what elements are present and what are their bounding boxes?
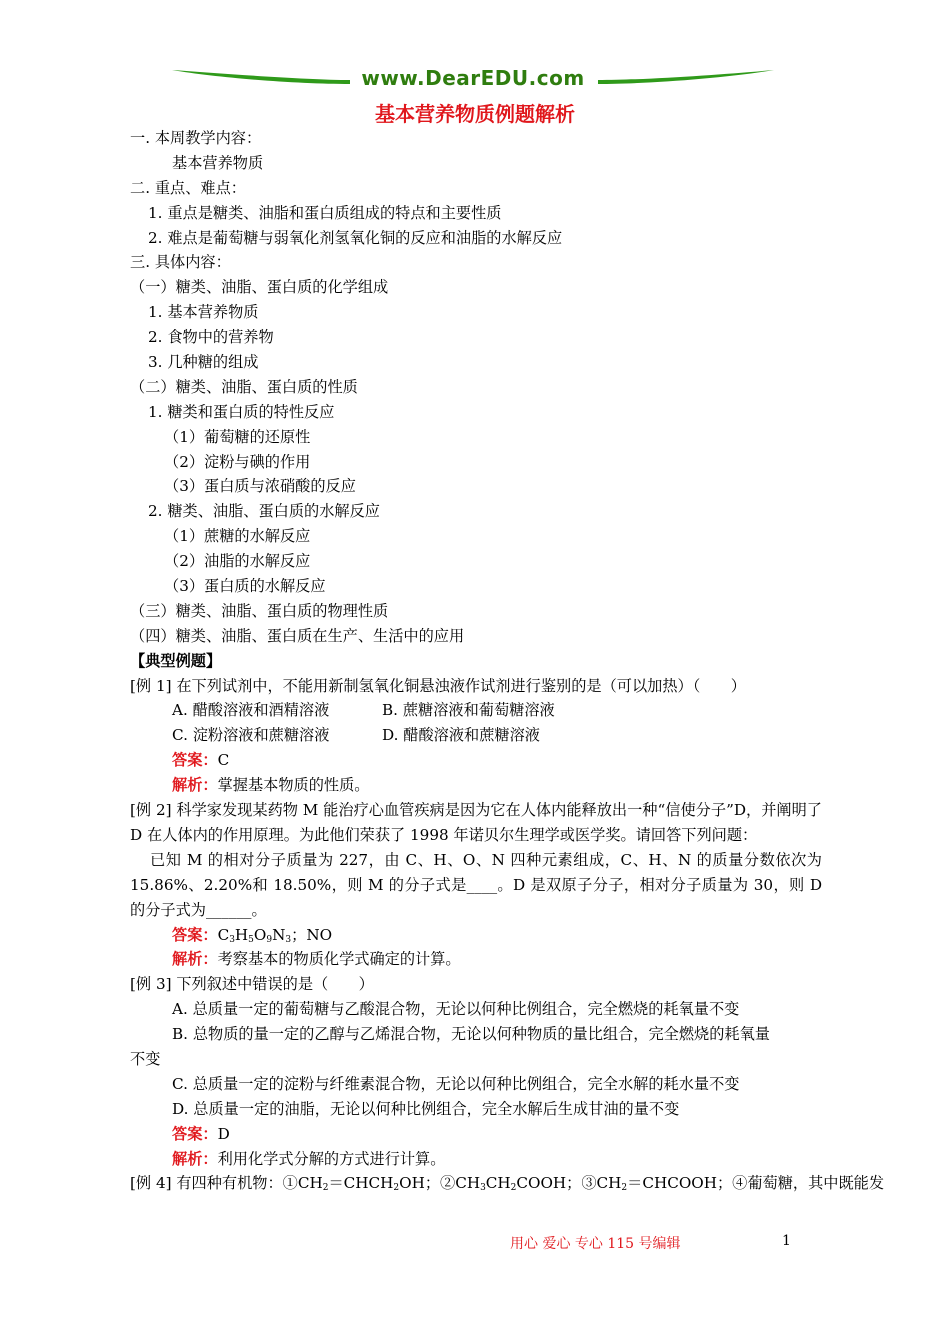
- example-1-options-row: [130, 723, 822, 748]
- subsection-heading: （二）糖类、油脂、蛋白质的性质: [130, 377, 358, 396]
- list-item: 2. 糖类、油脂、蛋白质的水解反应: [148, 502, 380, 521]
- option-d: D. 总质量一定的油脂，无论以何种比例组合，完全水解后生成甘油的量不变: [172, 1099, 680, 1118]
- list-subitem: （3）蛋白质的水解反应: [164, 577, 326, 596]
- option-b: B. 总物质的量一定的乙醇与乙烯混合物，无论以何种物质的量比组合，完全燃烧的耗氧量: [172, 1025, 770, 1044]
- list-subitem: （3）蛋白质与浓硝酸的反应: [164, 477, 356, 496]
- list-item: 2. 难点是葡萄糖与弱氧化剂氢氧化铜的反应和油脂的水解反应: [148, 228, 563, 247]
- option-d: D. 醋酸溶液和蔗糖溶液: [382, 726, 540, 745]
- example-4-question: [例 4] 有四种有机物：$①CH_2=CHCH_2OH$；$②CH_3CH_2COOH$；$③CH_2=CHCOOH$；④葡萄糖，其中既能发: [130, 1174, 885, 1194]
- right-swoosh: [598, 70, 774, 84]
- site-url-logo[interactable]: www.DearEDU.com: [361, 66, 585, 90]
- example-3-answer: [130, 1122, 822, 1147]
- answer-label: 答案：: [172, 1124, 218, 1143]
- list-item: 3. 几种糖的组成: [148, 353, 259, 372]
- option-a: A. 醋酸溶液和酒精溶液: [172, 701, 330, 720]
- option-b: B. 蔗糖溶液和葡萄糖溶液: [382, 701, 555, 720]
- analysis-label: 解析：: [172, 776, 218, 795]
- analysis-text: 考察基本的物质化学式确定的计算。: [217, 950, 461, 969]
- analysis-text: 掌握基本物质的性质。: [217, 776, 370, 795]
- section-heading: 二. 重点、难点：: [130, 178, 246, 197]
- left-swoosh: [172, 70, 350, 84]
- page-title: 基本营养物质例题解析: [375, 102, 575, 126]
- document-body: [130, 126, 885, 1196]
- subsection-heading: （一）糖类、油脂、蛋白质的化学组成: [130, 278, 389, 297]
- section-text: 基本营养物质: [172, 153, 264, 172]
- subsection-heading: （三）糖类、油脂、蛋白质的物理性质: [130, 601, 389, 620]
- section-heading: 一. 本周教学内容：: [130, 129, 262, 147]
- list-subitem: （1）葡萄糖的还原性: [164, 427, 311, 446]
- option-b-continued: 不变: [130, 1050, 161, 1069]
- section-heading: 三. 具体内容：: [130, 253, 231, 272]
- example-3-question: [例 3] 下列叙述中错误的是（ ）: [130, 975, 374, 994]
- subsection-heading: （四）糖类、油脂、蛋白质在生产、生活中的应用: [130, 626, 465, 645]
- analysis-label: 解析：: [172, 1149, 218, 1168]
- site-header: [168, 64, 778, 96]
- list-item: 1. 重点是糖类、油脂和蛋白质组成的特点和主要性质: [148, 203, 502, 222]
- page-number: 1: [782, 1233, 791, 1249]
- footer-slogan: 用心 爱心 专心 115 号编辑: [510, 1236, 681, 1252]
- list-item: 2. 食物中的营养物: [148, 328, 274, 347]
- answer-value: D: [217, 1124, 230, 1143]
- answer-label: 答案：: [172, 925, 218, 944]
- list-item: 1. 糖类和蛋白质的特性反应: [148, 402, 335, 421]
- example-1-analysis: [130, 773, 822, 798]
- example-2-body: 已知 M 的相对分子质量为 227，由 C、H、O、N 四种元素组成，C、H、N 的质量分数依次为 15.86%、2.20%和 18.50%，则 M 的分子式是____。D 是双原子分子，相对分子质量为 30，则 D 的分子式为______。: [130, 850, 822, 919]
- examples-heading: 【典型例题】: [130, 651, 222, 670]
- example-2-analysis: [130, 947, 822, 972]
- example-1-question: [例 1] 在下列试剂中，不能用新制氢氧化铜悬浊液作试剂进行鉴别的是（可以加热）（ ）: [130, 676, 746, 695]
- answer-formula: $C_3H_5O_9N_3$；NO: [217, 925, 333, 945]
- list-subitem: （1）蔗糖的水解反应: [164, 527, 311, 546]
- answer-label: 答案：: [172, 751, 218, 770]
- option-c: C. 淀粉溶液和蔗糖溶液: [172, 726, 330, 745]
- example-1-answer: [130, 748, 822, 773]
- option-c: C. 总质量一定的淀粉与纤维素混合物，无论以何种比例组合，完全水解的耗水量不变: [172, 1074, 740, 1093]
- answer-value: C: [217, 751, 230, 770]
- analysis-label: 解析：: [172, 950, 218, 969]
- example-3-analysis: [130, 1147, 822, 1172]
- list-subitem: （2）淀粉与碘的作用: [164, 452, 311, 471]
- analysis-text: 利用化学式分解的方式进行计算。: [217, 1149, 446, 1168]
- example-2-answer: [130, 923, 822, 948]
- list-item: 1. 基本营养物质: [148, 303, 259, 322]
- example-1-options-row: [130, 698, 822, 723]
- list-subitem: （2）油脂的水解反应: [164, 552, 311, 571]
- example-2-question: [例 2] 科学家发现某药物 M 能治疗心血管疾病是因为它在人体内能释放出一种“信使分子”D，并阐明了 D 在人体内的作用原理。为此他们荣获了 1998 年诺贝尔生理学或医学奖。请回答下列问题：: [130, 801, 822, 844]
- option-a: A. 总质量一定的葡萄糖与乙酸混合物，无论以何种比例组合，完全燃烧的耗氧量不变: [172, 1000, 740, 1019]
